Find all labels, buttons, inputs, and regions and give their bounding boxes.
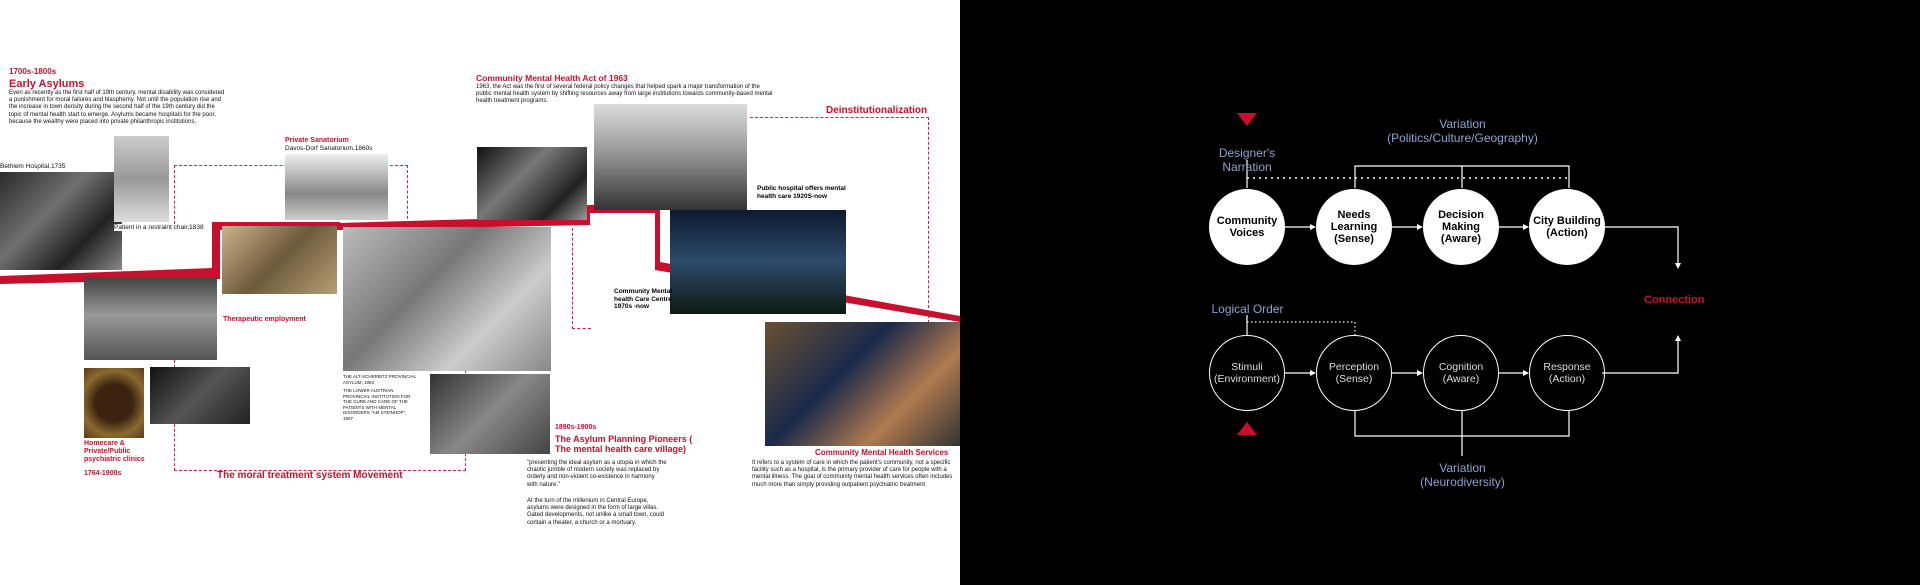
node-city-building: City Building (Action)	[1529, 189, 1605, 265]
node-stimuli: Stimuli (Environment)	[1209, 335, 1285, 411]
early-asylums-text: Even as recently as the first half of 19th century, mental disability was considered a punishment for moral failures and blasphemy. Not until the population rise and the increase in town density during the second half of the 19th century did the topic of mental health start to emerge. Asylums became hospitals for the poor, because the wealthy were placed into private philanthropic institutions.	[9, 90, 225, 125]
public-hospital-label: Public hospital offers mental health care 1920S-now	[757, 185, 846, 200]
restraint-caption: Patient in a restraint chair,1838	[114, 224, 204, 231]
diagram-panel	[960, 0, 1920, 585]
sanatorium-image	[285, 154, 388, 220]
therapeutic-image	[222, 226, 337, 294]
variation-top-label: Variation (Politics/Culture/Geography)	[1387, 117, 1538, 145]
node-needs-learning: Needs Learning (Sense)	[1316, 189, 1392, 265]
connection-label: Connection	[1644, 294, 1705, 306]
designer-narration-label: Designer's Narration	[1218, 146, 1276, 174]
logical-order-label: Logical Order	[1211, 302, 1284, 316]
node-decision-making: Decision Making (Aware)	[1423, 189, 1499, 265]
community-group-image	[765, 322, 960, 446]
variation-bottom-label: Variation (Neurodiversity)	[1420, 461, 1505, 489]
public-hospital-image	[670, 210, 846, 314]
bethlem-hospital-image	[0, 172, 122, 270]
node-community-voices: Community Voices	[1209, 189, 1285, 265]
therapeutic-label: Therapeutic employment	[223, 316, 306, 323]
steinhof-aerial-image	[430, 374, 550, 454]
pioneers-period: 1890s-1900s	[555, 424, 597, 431]
community-centre-label: Community Mental health Care Centre 1970s -now	[614, 288, 673, 310]
homecare-title: Homecare & Private/Public psychiatric clinics	[84, 440, 145, 463]
diagram-connectors	[960, 0, 1920, 585]
institution-sign-image	[594, 104, 747, 210]
homecare-portrait-image	[84, 368, 144, 438]
pioneers-title: The Asylum Planning Pioneers ( The mental health care village)	[555, 434, 693, 454]
cmha-text: 1963, the Act was the first of several federal policy changes that helped spark a major transformation of the public mental health system by shifting resources away from large institutions towards community-based mental health treatment programs.	[476, 84, 773, 105]
pioneers-text: At the turn of the millenium in Central Europe, asylums were designed in the form of large villas. Gated developments, not unlike a small town, could contain a theater, a church or a mortuary.	[527, 498, 665, 526]
homecare-period: 1764-1900s	[84, 470, 122, 477]
clinic-interior-image	[150, 367, 250, 424]
ward-beds-image	[84, 278, 217, 360]
signing-photo-image	[477, 147, 587, 220]
deinstitutionalization-label: Deinstitutionalization	[826, 105, 928, 116]
cmha-title: Community Mental Health Act of 1963	[476, 73, 628, 83]
alt-scherbitz-map-image	[343, 227, 551, 371]
bethlem-caption: Bethlem Hospital,1735	[0, 163, 66, 170]
early-asylums-title: Early Asylums	[9, 78, 85, 90]
private-sanatorium-title: Private Sanatorium	[285, 137, 349, 144]
private-sanatorium-sub: Davos-Dorf Sanatorium,1860s	[285, 145, 373, 152]
alt-scherbitz-caption: THE ALT-SCHERBITZ PROVINCIAL ASYLUM, 1893	[343, 374, 417, 385]
moral-treatment-label: The moral treatment system Movement	[217, 470, 403, 481]
cmhs-title: Community Mental Health Services	[815, 448, 949, 457]
node-response: Response (Action)	[1529, 335, 1605, 411]
node-cognition: Cognition (Aware)	[1423, 335, 1499, 411]
red-triangle-up	[1237, 422, 1257, 435]
node-perception: Perception (Sense)	[1316, 335, 1392, 411]
early-asylums-period: 1700s-1800s	[9, 67, 57, 76]
dashed-frame-cmha	[572, 228, 591, 329]
restraint-chair-image	[114, 136, 169, 222]
cmhs-text: It refers to a system of care in which the patient's community, not a specific facility such as a hospital, is the primary provider of care for people with a mental illness. The goal of community mental health services often includes much more than simply providing outpatient psychiatric treatment	[752, 460, 953, 488]
lower-austrian-caption: THE LOWER AUSTRIAN PROVINCIAL INSTITUTION FOR THE CURE AND CARE OF THE PATIENTS WITH MENTAL DISORDERS "AM STEINHOF", 1907	[343, 388, 411, 421]
pioneers-quote: "presenting the ideal asylum as a utopia in which the chaotic jumble of modern society was replaced by orderly and non-violent co-existence in harmony with nature."	[527, 460, 667, 488]
red-triangle-down	[1237, 113, 1257, 126]
